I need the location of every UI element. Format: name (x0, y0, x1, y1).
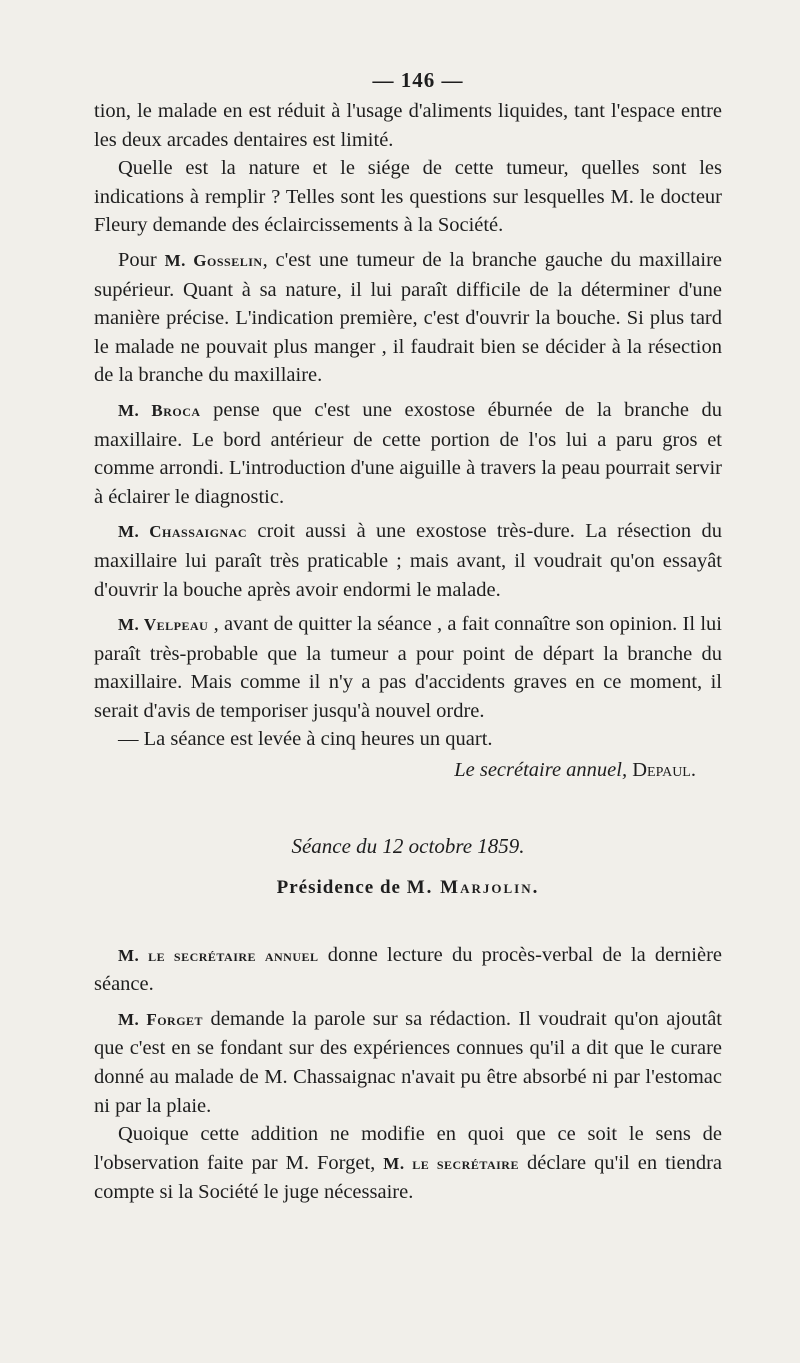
paragraph-gosselin (94, 246, 722, 390)
paragraph-text: Quelle est la nature et le siége de cette tumeur, quelles sont les indications à remplir ? Telles sont les questions sur lesquelles M. le docteur Fleury demande des éclaircissements à la Société. (94, 157, 722, 237)
speaker-name: M. Forget (118, 1009, 204, 1029)
presidence-heading (94, 877, 722, 899)
paragraph-secretary (94, 941, 722, 999)
signature-role: Le secrétaire annuel, (454, 759, 628, 782)
paragraph-text: pense que c'est une exostose éburnée de la branche du maxillaire. Le bord antérieur de cette portion de l'os lui a paru gros et comme arrondi. L'introduction d'une aiguille à travers la peau pourrait servir à éclairer le diagnostic. (94, 398, 722, 508)
paragraph-lead: Pour (118, 248, 157, 271)
paragraph-text: déclare qu'il en tiendra compte si la Société le juge nécessaire. (94, 1151, 723, 1204)
paragraph-text: Quoique cette addition ne modifie en quoi que ce soit le sens de l'observation faite par M. Forget, (94, 1123, 722, 1174)
paragraph-closing (94, 725, 722, 754)
speaker-name: M. le secrétaire (383, 1153, 519, 1173)
presidence-name: M. Marjolin. (406, 876, 540, 898)
paragraph-text: donne lecture du procès-verbal de la dernière séance. (94, 943, 723, 996)
page-number: — 146 — (372, 68, 464, 92)
paragraph-addition (94, 1120, 722, 1207)
session-heading: Séance du 12 octobre 1859. (291, 833, 525, 858)
paragraph-velpeau (94, 610, 722, 725)
presidence-label: Présidence de (276, 876, 401, 898)
paragraph-continuation (94, 97, 722, 154)
paragraph-broca (94, 396, 722, 511)
signature (94, 756, 696, 785)
signature-name: Depaul. (632, 759, 696, 782)
speaker-name: M. le secrétaire annuel (118, 945, 319, 965)
speaker-name: M. Gosselin (164, 250, 263, 270)
paragraph-text: — La séance est levée à cinq heures un quart. (118, 728, 493, 751)
paragraph-text: , avant de quitter la séance , a fait connaître son opinion. Il lui paraît très-probable que la tumeur a pour point de départ la branche du maxillaire. Mais comme il n'y a pas d'accidents graves en ce moment, il serait d'avis de temporiser jusqu'à nouvel ordre. (94, 613, 722, 722)
paragraph-text: tion, le malade en est réduit à l'usage d'aliments liquides, tant l'espace entre les deux arcades dentaires est limité. (94, 100, 722, 151)
paragraph-question (94, 154, 722, 240)
speaker-name: M. Velpeau (118, 615, 209, 635)
speaker-name: M. Chassaignac (118, 522, 248, 542)
paragraph-text: , c'est une tumeur de la branche gauche du maxillaire supérieur. Quant à sa nature, il lui paraît difficile de la déterminer d'une manière précise. L'indication première, c'est d'ouvrir la bouche. Si plus tard le malade ne pouvait plus manger , il faudrait bien se décider à la résection de la branche du maxillaire. (94, 248, 722, 387)
speaker-name: M. Broca (118, 400, 201, 420)
paragraph-text: demande la parole sur sa rédaction. Il voudrait qu'on ajoutât que c'est en se fondant sur des expériences connues qu'il a dit que le curare donné au malade de M. Chassaignac n'avait pu être absorbé ni par l'estomac ni par la plaie. (94, 1007, 722, 1117)
paragraph-text: croit aussi à une exostose très-dure. La résection du maxillaire lui paraît très praticable ; mais avant, il voudrait qu'on essayât d'ouvrir la bouche après avoir endormi le malade. (94, 520, 722, 601)
paragraph-forget (94, 1005, 722, 1120)
paragraph-chassaignac (94, 517, 722, 604)
